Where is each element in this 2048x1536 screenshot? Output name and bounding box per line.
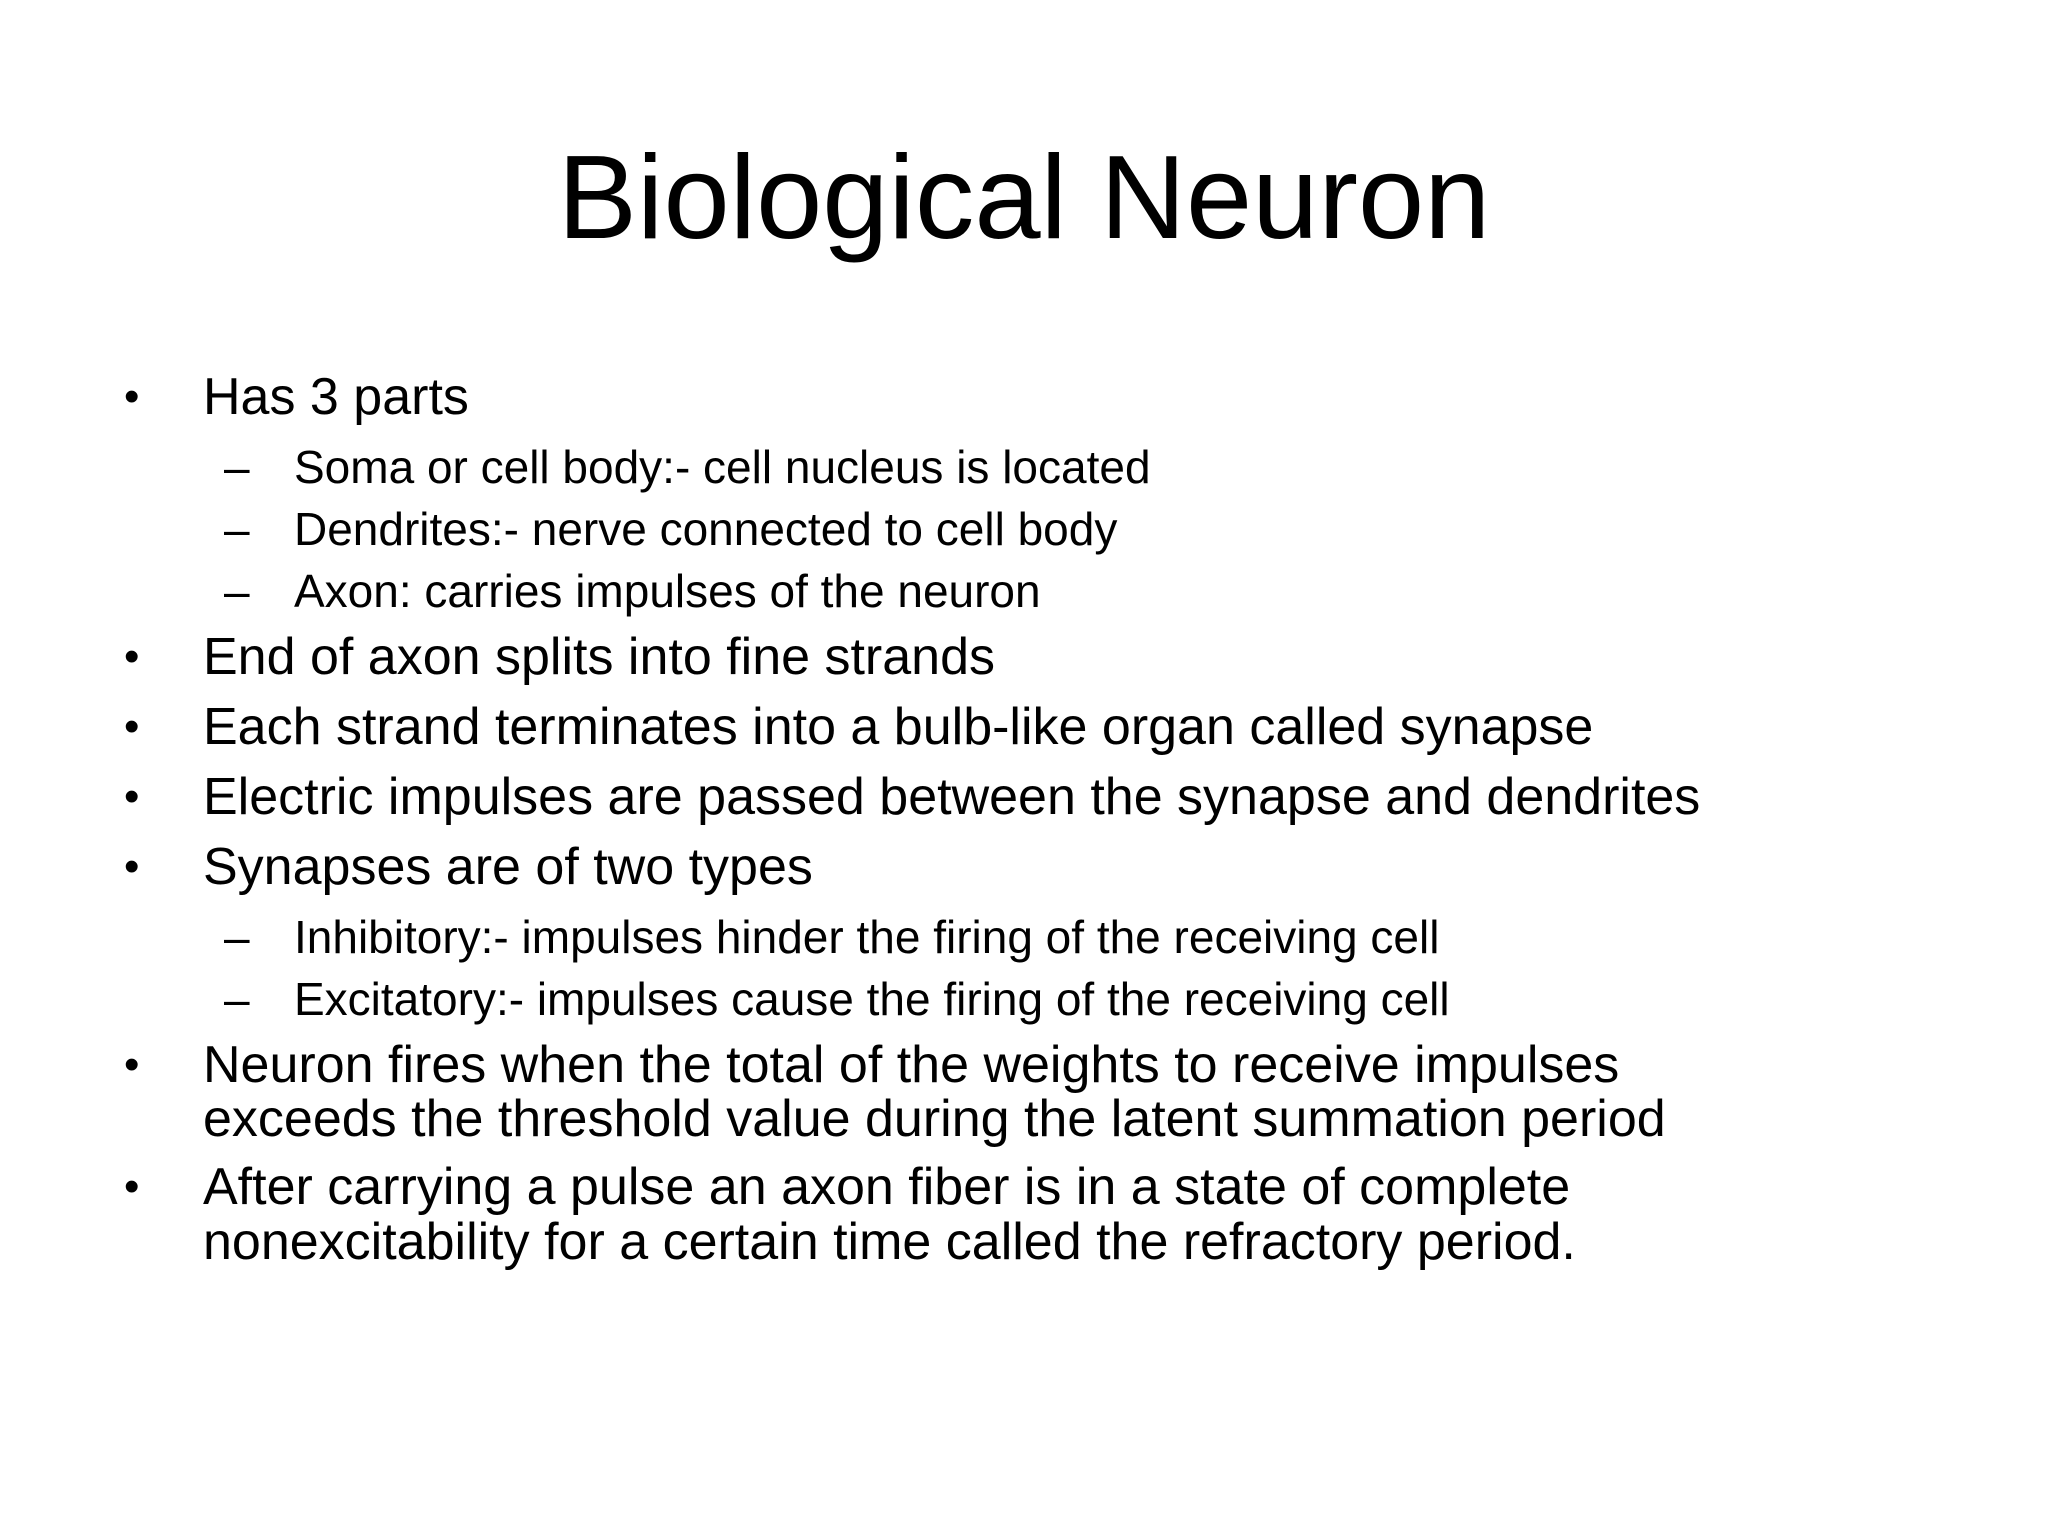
dash-icon: –	[224, 973, 250, 1025]
sub-bullet-text: Excitatory:- impulses cause the firing of the receiving cell	[294, 973, 1450, 1025]
dash-icon: –	[224, 565, 250, 617]
sub-bullet-text: Dendrites:- nerve connected to cell body	[294, 503, 1118, 555]
bullet-text: Electric impulses are passed between the synapse and dendrites	[203, 768, 1701, 826]
bullet-icon: •	[124, 702, 140, 751]
bullet-icon: •	[124, 772, 140, 821]
dash-icon: –	[224, 911, 250, 963]
bullet-icon: •	[124, 842, 140, 891]
bullet-text: Has 3 parts	[203, 368, 469, 426]
bullet-text: End of axon splits into fine strands	[203, 628, 996, 686]
sub-bullet-text: Axon: carries impulses of the neuron	[294, 565, 1041, 617]
bullet-text-line2: exceeds the threshold value during the latent summation period	[203, 1090, 1666, 1148]
sub-bullet-text: Inhibitory:- impulses hinder the firing of the receiving cell	[294, 911, 1440, 963]
dash-icon: –	[224, 503, 250, 555]
bullet-text-line2: nonexcitability for a certain time called the refractory period.	[203, 1213, 1576, 1271]
bullet-text-line1: After carrying a pulse an axon fiber is in a state of complete	[203, 1158, 1571, 1216]
dash-icon: –	[224, 441, 250, 493]
bullet-icon: •	[124, 372, 140, 421]
bullet-text: Synapses are of two types	[203, 838, 813, 896]
bullet-icon: •	[124, 1162, 140, 1211]
bullet-icon: •	[124, 1040, 140, 1089]
bullet-text-line1: Neuron fires when the total of the weights to receive impulses	[203, 1036, 1620, 1094]
slide-title: Biological Neuron	[557, 131, 1491, 264]
bullet-text: Each strand terminates into a bulb-like organ called synapse	[203, 698, 1594, 756]
sub-bullet-text: Soma or cell body:- cell nucleus is located	[294, 441, 1151, 493]
bullet-icon: •	[124, 632, 140, 681]
